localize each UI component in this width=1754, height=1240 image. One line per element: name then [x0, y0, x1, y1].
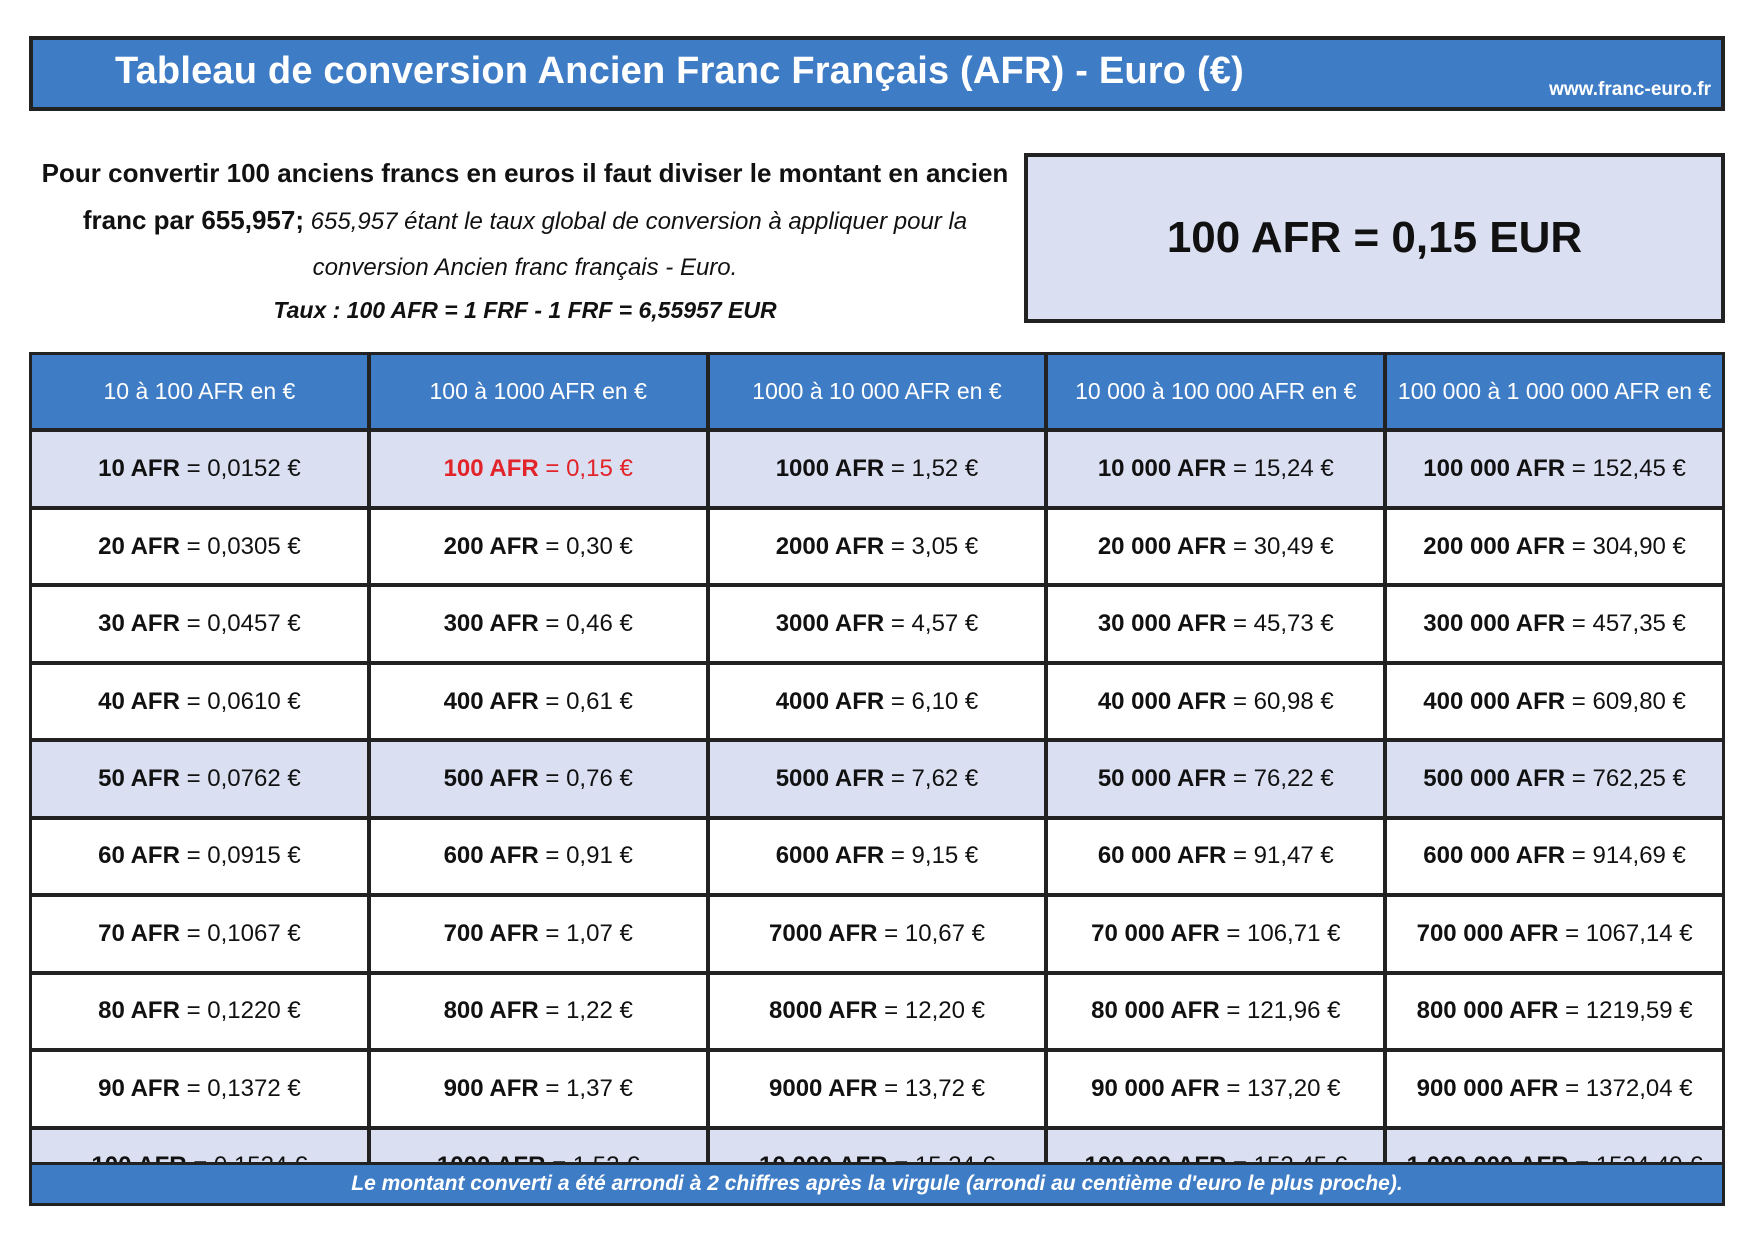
eur-amount: = 0,1220 € — [179, 997, 301, 1025]
eur-amount: = 914,69 € — [1565, 842, 1686, 870]
eur-amount: = 0,1372 € — [179, 1074, 301, 1102]
table-cell — [710, 587, 1045, 660]
afr-amount: 3000 AFR — [775, 610, 885, 638]
table-cell — [710, 897, 1045, 970]
afr-amount: 70 000 AFR — [1091, 919, 1220, 947]
table-header: 1000 à 10 000 AFR en € — [710, 355, 1045, 428]
eur-amount: = 0,0457 € — [179, 610, 301, 638]
afr-amount: 30 000 AFR — [1097, 610, 1227, 638]
table-cell — [710, 665, 1045, 738]
afr-amount: 90 000 AFR — [1091, 1074, 1220, 1102]
table-cell — [710, 820, 1045, 893]
afr-amount: 7000 AFR — [769, 919, 878, 947]
highlight-box — [1024, 153, 1725, 323]
eur-amount: = 1372,04 € — [1558, 1074, 1693, 1102]
table-cell — [32, 742, 367, 815]
table-cell — [1048, 820, 1383, 893]
afr-amount: 100 AFR — [443, 455, 539, 483]
table-cell — [1387, 742, 1722, 815]
table-cell — [710, 1052, 1045, 1125]
eur-amount: = 0,30 € — [538, 532, 633, 560]
rate-text: Taux : 100 AFR = 1 FRF - 1 FRF = 6,55957 EUR — [273, 297, 777, 323]
eur-amount: = 13,72 € — [877, 1074, 985, 1102]
eur-amount: = 9,15 € — [884, 842, 979, 870]
table-cell — [32, 1052, 367, 1125]
table-cell — [710, 432, 1045, 505]
table-cell — [32, 820, 367, 893]
eur-amount: = 0,1067 € — [179, 919, 301, 947]
afr-amount: 50 AFR — [98, 764, 180, 792]
afr-amount: 20 000 AFR — [1097, 532, 1227, 560]
afr-amount: 200 000 AFR — [1423, 532, 1566, 560]
afr-amount: 4000 AFR — [775, 687, 885, 715]
eur-amount: = 304,90 € — [1565, 532, 1686, 560]
eur-amount: = 609,80 € — [1565, 687, 1686, 715]
table-cell — [1048, 975, 1383, 1048]
eur-amount: = 15,24 € — [1226, 455, 1334, 483]
eur-amount: = 7,62 € — [884, 764, 979, 792]
table-cell — [371, 975, 706, 1048]
eur-amount: = 60,98 € — [1226, 687, 1334, 715]
afr-amount: 40 AFR — [98, 687, 180, 715]
table-cell — [1387, 432, 1722, 505]
afr-amount: 800 000 AFR — [1416, 997, 1559, 1025]
table-cell — [1387, 665, 1722, 738]
eur-amount: = 0,91 € — [538, 842, 633, 870]
table-cell — [1048, 742, 1383, 815]
table-header: 100 à 1000 AFR en € — [371, 355, 706, 428]
table-cell — [710, 510, 1045, 583]
afr-amount: 100 000 AFR — [1423, 455, 1566, 483]
table-header: 10 000 à 100 000 AFR en € — [1048, 355, 1383, 428]
afr-amount: 10 000 AFR — [1097, 455, 1227, 483]
table-cell — [1387, 897, 1722, 970]
afr-amount: 90 AFR — [98, 1074, 180, 1102]
eur-amount: = 0,46 € — [538, 610, 633, 638]
table-cell — [32, 665, 367, 738]
table-cell — [371, 820, 706, 893]
afr-amount: 700 AFR — [443, 919, 539, 947]
intro-sep: ; — [295, 205, 304, 235]
table-cell — [1048, 432, 1383, 505]
eur-amount: = 1067,14 € — [1558, 919, 1693, 947]
eur-amount: = 3,05 € — [884, 532, 979, 560]
table-cell — [371, 432, 706, 505]
eur-amount: = 1,07 € — [538, 919, 633, 947]
eur-amount: = 91,47 € — [1226, 842, 1334, 870]
afr-amount: 800 AFR — [443, 997, 539, 1025]
afr-amount: 400 AFR — [443, 687, 539, 715]
afr-amount: 600 000 AFR — [1423, 842, 1566, 870]
afr-amount: 5000 AFR — [775, 764, 885, 792]
afr-amount: 400 000 AFR — [1423, 687, 1566, 715]
afr-amount: 70 AFR — [98, 919, 180, 947]
intro-bold: Pour convertir 100 anciens francs en euros il faut diviser le montant en ancien franc par 655,957 — [41, 158, 1009, 235]
table-cell — [1048, 1052, 1383, 1125]
footer-note: Le montant converti a été arrondi à 2 chiffres après la virgule (arrondi au centième d'euro le plus proche). — [29, 1162, 1725, 1206]
afr-amount: 700 000 AFR — [1416, 919, 1559, 947]
afr-amount: 900 AFR — [443, 1074, 539, 1102]
afr-amount: 6000 AFR — [775, 842, 885, 870]
eur-amount: = 10,67 € — [877, 919, 985, 947]
afr-amount: 10 AFR — [98, 455, 180, 483]
table-cell — [1048, 665, 1383, 738]
eur-amount: = 4,57 € — [884, 610, 979, 638]
afr-amount: 20 AFR — [98, 532, 180, 560]
afr-amount: 500 000 AFR — [1423, 764, 1566, 792]
table-cell — [371, 897, 706, 970]
table-cell — [32, 587, 367, 660]
table-cell — [1387, 587, 1722, 660]
eur-amount: = 45,73 € — [1226, 610, 1334, 638]
eur-amount: = 106,71 € — [1219, 919, 1341, 947]
table-cell — [710, 975, 1045, 1048]
eur-amount: = 0,76 € — [538, 764, 633, 792]
eur-amount: = 0,0610 € — [179, 687, 301, 715]
eur-amount: = 30,49 € — [1226, 532, 1334, 560]
table-cell — [1048, 510, 1383, 583]
eur-amount: = 0,0152 € — [179, 455, 301, 483]
page-title: Tableau de conversion Ancien Franc Français (AFR) - Euro (€) — [115, 50, 1244, 92]
eur-amount: = 457,35 € — [1565, 610, 1686, 638]
table-header: 10 à 100 AFR en € — [32, 355, 367, 428]
afr-amount: 60 AFR — [98, 842, 180, 870]
afr-amount: 8000 AFR — [769, 997, 878, 1025]
website-label: www.franc-euro.fr — [1549, 79, 1711, 100]
highlight-text: 100 AFR = 0,15 EUR — [1166, 213, 1583, 262]
eur-amount: = 0,0305 € — [179, 532, 301, 560]
eur-amount: = 762,25 € — [1565, 764, 1686, 792]
eur-amount: = 137,20 € — [1219, 1074, 1341, 1102]
eur-amount: = 1,37 € — [538, 1074, 633, 1102]
eur-amount: = 1219,59 € — [1558, 997, 1693, 1025]
eur-amount: = 0,0915 € — [179, 842, 301, 870]
afr-amount: 200 AFR — [443, 532, 539, 560]
afr-amount: 80 AFR — [98, 997, 180, 1025]
eur-amount: = 1,52 € — [884, 455, 979, 483]
intro-text — [30, 152, 1020, 335]
table-cell — [1387, 820, 1722, 893]
table-cell — [1048, 897, 1383, 970]
afr-amount: 80 000 AFR — [1091, 997, 1220, 1025]
intro-italic: 655,957 étant le taux global de conversion à appliquer pour la conversion Ancien franc français - Euro. — [304, 208, 968, 281]
afr-amount: 600 AFR — [443, 842, 539, 870]
afr-amount: 2000 AFR — [775, 532, 885, 560]
conversion-table — [29, 352, 1725, 1206]
table-cell — [371, 665, 706, 738]
table-cell — [371, 1052, 706, 1125]
title-bar — [29, 36, 1725, 111]
table-cell — [1387, 1052, 1722, 1125]
afr-amount: 9000 AFR — [769, 1074, 878, 1102]
table-cell — [371, 742, 706, 815]
table-cell — [32, 897, 367, 970]
table-cell — [371, 510, 706, 583]
eur-amount: = 121,96 € — [1219, 997, 1341, 1025]
afr-amount: 300 000 AFR — [1423, 610, 1566, 638]
afr-amount: 500 AFR — [443, 764, 539, 792]
table-cell — [32, 975, 367, 1048]
table-cell — [32, 432, 367, 505]
afr-amount: 60 000 AFR — [1097, 842, 1227, 870]
table-header: 100 000 à 1 000 000 AFR en € — [1387, 355, 1722, 428]
afr-amount: 30 AFR — [98, 610, 180, 638]
table-cell — [710, 742, 1045, 815]
afr-amount: 900 000 AFR — [1416, 1074, 1559, 1102]
eur-amount: = 152,45 € — [1565, 455, 1686, 483]
eur-amount: = 0,0762 € — [179, 764, 301, 792]
eur-amount: = 0,61 € — [538, 687, 633, 715]
afr-amount: 1000 AFR — [775, 455, 885, 483]
table-cell — [1387, 975, 1722, 1048]
table-cell — [1387, 510, 1722, 583]
table-cell — [371, 587, 706, 660]
afr-amount: 40 000 AFR — [1097, 687, 1227, 715]
eur-amount: = 12,20 € — [877, 997, 985, 1025]
afr-amount: 300 AFR — [443, 610, 539, 638]
table-cell — [32, 510, 367, 583]
eur-amount: = 1,22 € — [538, 997, 633, 1025]
eur-amount: = 0,15 € — [538, 455, 633, 483]
afr-amount: 50 000 AFR — [1097, 764, 1227, 792]
eur-amount: = 6,10 € — [884, 687, 979, 715]
table-cell — [1048, 587, 1383, 660]
eur-amount: = 76,22 € — [1226, 764, 1334, 792]
